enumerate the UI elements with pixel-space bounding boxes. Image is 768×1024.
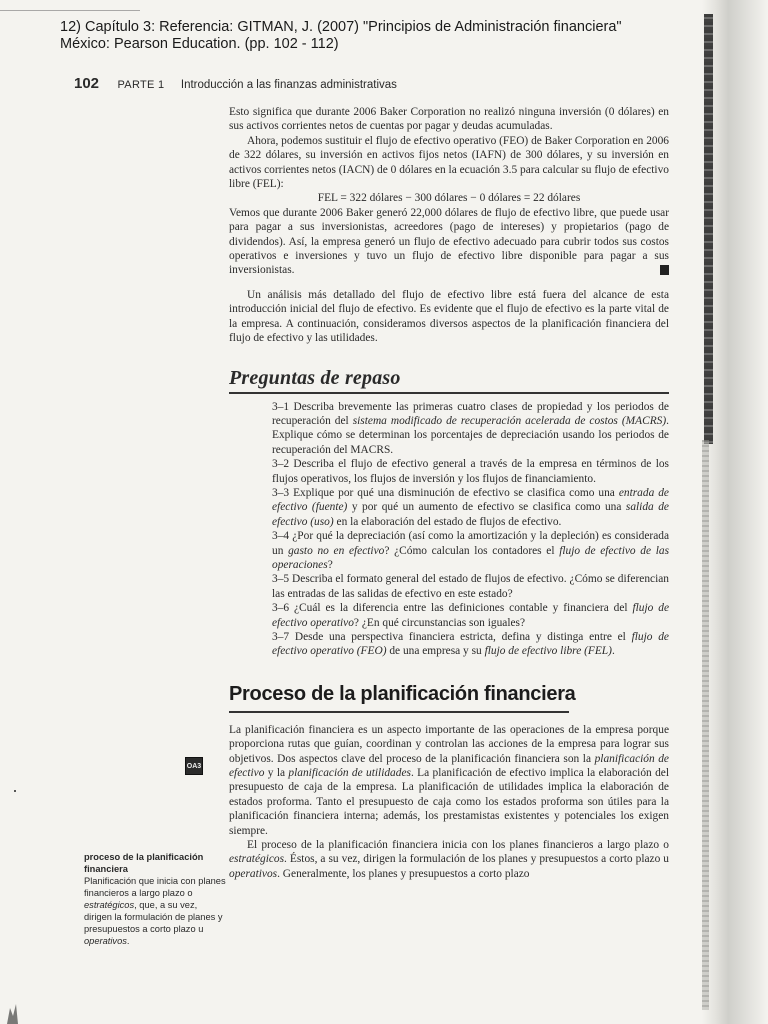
fel-equation: FEL = 322 dólares − 300 dólares − 0 dólares = 22 dólares: [317, 192, 581, 205]
part-label: PARTE 1: [117, 79, 165, 91]
scan-corner-mark: [4, 998, 20, 1024]
section-title: Proceso de la planificación financiera: [229, 682, 576, 705]
question-number: 3–7: [272, 631, 290, 643]
question-text: ¿Por qué la depreciación (así como la amortización y la depleción) es considerada un gasto no en efectivo? ¿Cómo calculan los contadores el flujo de efectivo de las operaciones?: [272, 530, 670, 571]
paragraph-1: Esto significa que durante 2006 Baker Corporation no realizó ninguna inversión (0 dólares) en sus activos corrientes netos de cuentas por pagar y deudas acumuladas.: [229, 106, 669, 133]
review-question-3-3: [229, 486, 669, 529]
page-binding-edge: [702, 0, 768, 1024]
review-question-3-2: [229, 457, 669, 486]
review-question-3-5: [229, 572, 669, 601]
question-text: Describa brevemente las primeras cuatro clases de propiedad y los periodos de recuperación del sistema modificado de recuperación acelerada de costos (MACRS). Explique cómo se determinan los porcentajes de depreciación usando los periodos de recuperación del MACRS.: [272, 400, 669, 456]
scan-speck: [14, 790, 16, 792]
margin-definition-text: Planificación que inicia con planes financieros a largo plazo o estratégicos, que, a su vez, dirigen la formulación de planes y presupuestos a corto plazo u operativos.: [84, 876, 226, 946]
question-text: Describa el formato general del estado de flujos de efectivo. ¿Cómo se diferencian las entradas de las salidas de efectivo en este estado?: [272, 573, 669, 600]
section-paragraph-1: La planificación financiera es un aspecto importante de las operaciones de la empresa porque proporciona rutas que guían, coordinan y controlan las acciones de la empresa para lograr sus objetivos. Dos aspectos clave del proceso de la planificación financiera son la planificación de efectivo y la planificación de utilidades. La planificación de efectivo implica la elaboración del presupuesto de caja de la empresa. La planificación de utilidades implica la elaboración de estados proforma. Tanto el presupuesto de caja como los estados proforma son útiles para la planificación financiera interna; además, los prestamistas existentes y potenciales los exigen siempre.: [229, 723, 669, 837]
question-text: Describa el flujo de efectivo general a través de la empresa en términos de los flujos operativos, los flujos de inversión y los flujos de financiamiento.: [272, 458, 669, 485]
question-number: 3–5: [272, 573, 290, 586]
margin-definition: [84, 851, 226, 947]
paragraph-4: Un análisis más detallado del flujo de efectivo libre está fuera del alcance de esta introducción inicial del flujo de efectivo. Es evidente que el flujo de efectivo es la parte vital de la empresa. A continuación, consideramos diversos aspectos de la planificación financiera del flujo de efectivo y las utilidades.: [229, 288, 669, 345]
reference-line-1: 12) Capítulo 3: Referencia: GITMAN, J. (2007) "Principios de Administración financiera": [60, 19, 622, 35]
question-number: 3–3: [272, 486, 290, 499]
main-text-column: [229, 105, 669, 881]
paragraph-2: Ahora, podemos sustituir el flujo de efectivo operativo (FEO) de Baker Corporation en 2006 de 322 dólares, su inversión en activos fijos netos (IAFN) de 300 dólares, y su inversión en activos corrientes netos (IACN) de 0 dólares en la ecuación 3.5 para calcular su flujo de efectivo libre (FEL):: [229, 134, 669, 191]
review-question-3-4: [229, 529, 669, 572]
question-number: 3–1: [272, 400, 290, 413]
question-number: 3–4: [272, 530, 290, 543]
section-label: Introducción a las finanzas administrativas: [180, 79, 397, 91]
section-paragraph-2: El proceso de la planificación financiera inicia con los planes financieros a largo plazo o estratégicos. Éstos, a su vez, dirigen la formulación de los planes y presupuestos a corto plazo u operativos. Generalmente, los planes y presupuestos a corto plazo: [229, 839, 669, 880]
paragraph-3: [229, 206, 669, 278]
question-text: ¿Cuál es la diferencia entre las definiciones contable y financiera del flujo de efectivo operativo? ¿En qué circunstancias son iguales?: [272, 602, 669, 629]
question-number: 3–6: [272, 602, 290, 615]
question-text: Desde una perspectiva financiera estricta, defina y distinga entre el flujo de efectivo operativo (FEO) de una empresa y su flujo de efectivo libre (FEL).: [272, 631, 669, 658]
reference-header: [60, 19, 700, 53]
end-of-example-mark: [660, 265, 669, 275]
reference-line-2: México: Pearson Education. (pp. 102 - 112): [60, 36, 339, 52]
margin-term: proceso de la planificación financiera: [84, 852, 204, 874]
running-head: [74, 75, 397, 93]
review-question-3-6: [229, 601, 669, 630]
page-number: 102: [74, 75, 100, 92]
section-title-rule: [229, 711, 569, 713]
learning-objective-badge: OA3: [185, 757, 203, 775]
scan-artifact-line: [0, 10, 140, 11]
paragraph-3-text: Vemos que durante 2006 Baker generó 22,000 dólares de flujo de efectivo libre, que puede usar para pagar a sus inversionistas, acreedores (pago de intereses) y propietarios (pago de dividendos). Así, la empresa generó un flujo de efectivo adecuado para cubrir todos sus costos operativos e inversiones y tuvo un flujo de efectivo libre disponible para pagar a sus inversionistas.: [229, 206, 669, 277]
review-question-3-1: [229, 400, 669, 458]
review-title-rule: [229, 392, 669, 394]
review-questions-title: Preguntas de repaso: [229, 366, 401, 389]
question-text: Explique por qué una disminución de efectivo se clasifica como una entrada de efectivo (fuente) y por qué un aumento de efectivo se clasifica como una salida de efectivo (uso) en la elaboración del estado de flujos de efectivo.: [272, 486, 669, 528]
review-question-3-7: [229, 630, 669, 659]
question-number: 3–2: [272, 458, 290, 471]
